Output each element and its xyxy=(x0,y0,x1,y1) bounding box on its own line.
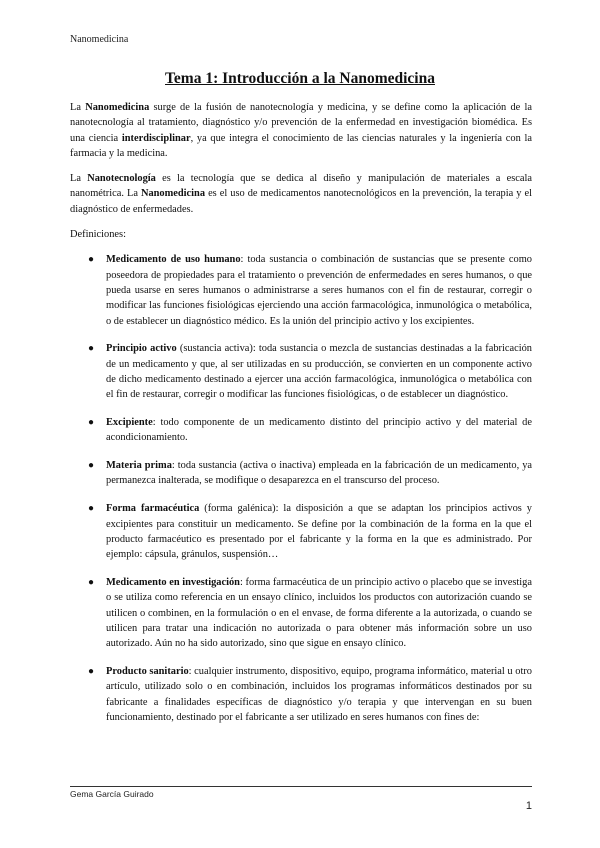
definition-item xyxy=(70,458,532,489)
definition-text: : forma farmacéutica de un principio activo o placebo que se investiga o se utiliza como referencia en un ensayo clínico, incluidos los productos con autorización cuando se utilicen o combinen, en la formulación o en el envase, de forma diferente a la autorizada, o cuando se utilicen para tratar una indicación no autorizada o para obtener más información sobre un uso autorizado. Aún no ha sido autorizado, sino que sigue en ensayo clínico. xyxy=(106,576,532,650)
definition-term: Producto sanitario xyxy=(106,665,189,677)
text-run: surge de la fusión de nanotecnología y medicina, y se define como la aplicación de la nanotecnología al tratamiento, diagnóstico y/o prevención de la enfermedad en investigación biomédica. Es una ciencia xyxy=(70,102,532,144)
definition-term: Medicamento de uso humano xyxy=(106,254,241,266)
bullet-icon: ● xyxy=(88,343,95,355)
text-run: , ya que integra el conocimiento de las ciencias naturales y la ingeniería con la farmacia y la medicina. xyxy=(70,132,532,159)
definition-term: Medicamento en investigación xyxy=(106,576,240,588)
definition-item xyxy=(70,664,532,725)
definition-text: (sustancia activa): toda sustancia o mezcla de sustancias destinadas a la fabricación de un medicamento y que, al ser utilizadas en su producción, se convierten en un componente activo de dicho medicamento destinado a ejercer una acción farmacológica, inmunológica o metabólica con el fin de restaurar, corregir o modificar las funciones fisiológicas, o de establecer un diagnóstico. xyxy=(106,343,532,401)
definition-term: Materia prima xyxy=(106,460,172,472)
intro-paragraph-2 xyxy=(70,171,532,217)
bullet-icon: ● xyxy=(88,665,95,677)
footer-divider xyxy=(70,786,532,787)
page-number: 1 xyxy=(525,800,532,812)
document-body xyxy=(70,100,532,738)
page-title: Tema 1: Introducción a la Nanomedicina xyxy=(165,70,435,87)
definition-item xyxy=(70,575,532,651)
bold-term: interdisciplinar xyxy=(121,132,191,144)
text-run: es el uso de medicamentos nanotecnológicos en la prevención, la terapia y el diagnóstico de enfermedades. xyxy=(70,188,532,215)
footer-author: Gema García Guirado xyxy=(70,789,154,799)
bullet-icon: ● xyxy=(88,254,95,266)
text-run: La xyxy=(70,173,88,185)
definition-text: : todo componente de un medicamento distinto del principio activo y del material de acondicionamiento. xyxy=(106,417,532,444)
definition-item xyxy=(70,341,532,402)
text-run: es la tecnología que se dedica al diseño y manipulación de materiales a escala nanométrica. La xyxy=(70,173,532,200)
running-header: Nanomedicina xyxy=(70,34,129,45)
bullet-icon: ● xyxy=(88,503,95,515)
bold-term: Nanomedicina xyxy=(140,188,206,200)
bullet-icon: ● xyxy=(88,576,95,588)
definition-text: : toda sustancia o combinación de sustancias que se presente como poseedora de propiedades para el tratamiento o prevención de enfermedades en seres humanos, o que pueda usarse en seres humanos o administrarse a seres humanos con el fin de restaurar, corregir o modificar las funciones fisiológicas ejerciendo una acción farmacológica, inmunológica o metabólica, o de establecer un diagnóstico médico. Es la unión del principio activo y los excipientes. xyxy=(106,254,532,327)
definition-term: Principio activo xyxy=(106,343,177,355)
definitions-list xyxy=(70,252,532,725)
definition-text: : toda sustancia (activa o inactiva) empleada en la fabricación de un medicamento, ya permanezca inalterada, se modifique o desaparezca en el transcurso del proceso. xyxy=(106,460,532,487)
intro-paragraph-1 xyxy=(70,100,532,161)
definition-text: : cualquier instrumento, dispositivo, equipo, programa informático, material u otro artículo, utilizado solo o en combinación, incluidos los programas informáticos destinados por su fabricante a finalidades específicas de diagnóstico y/o terapia y que intervengan en su buen funcionamiento, destinado por el fabricante a ser utilizado en seres humanos con fines de: xyxy=(106,665,532,723)
definition-item xyxy=(70,501,532,562)
bold-term: Nanotecnología xyxy=(87,173,156,185)
definition-item xyxy=(70,252,532,328)
definition-item xyxy=(70,415,532,446)
definition-term: Excipiente xyxy=(106,417,153,429)
bullet-icon: ● xyxy=(88,417,95,429)
definitions-label: Definiciones: xyxy=(70,229,126,241)
bullet-icon: ● xyxy=(88,460,95,472)
definition-text: (forma galénica): la disposición a que se adaptan los principios activos y excipientes para constituir un medicamento. Se define por la combinación de la forma en la que el producto farmacéutico es presentado por el fabricante y la forma en la que es administrado. Por ejemplo: cápsula, gránulos, suspensión… xyxy=(106,503,532,561)
text-run: La xyxy=(70,102,86,113)
bold-term: Nanomedicina xyxy=(85,102,150,113)
definition-term: Forma farmacéutica xyxy=(106,503,200,515)
